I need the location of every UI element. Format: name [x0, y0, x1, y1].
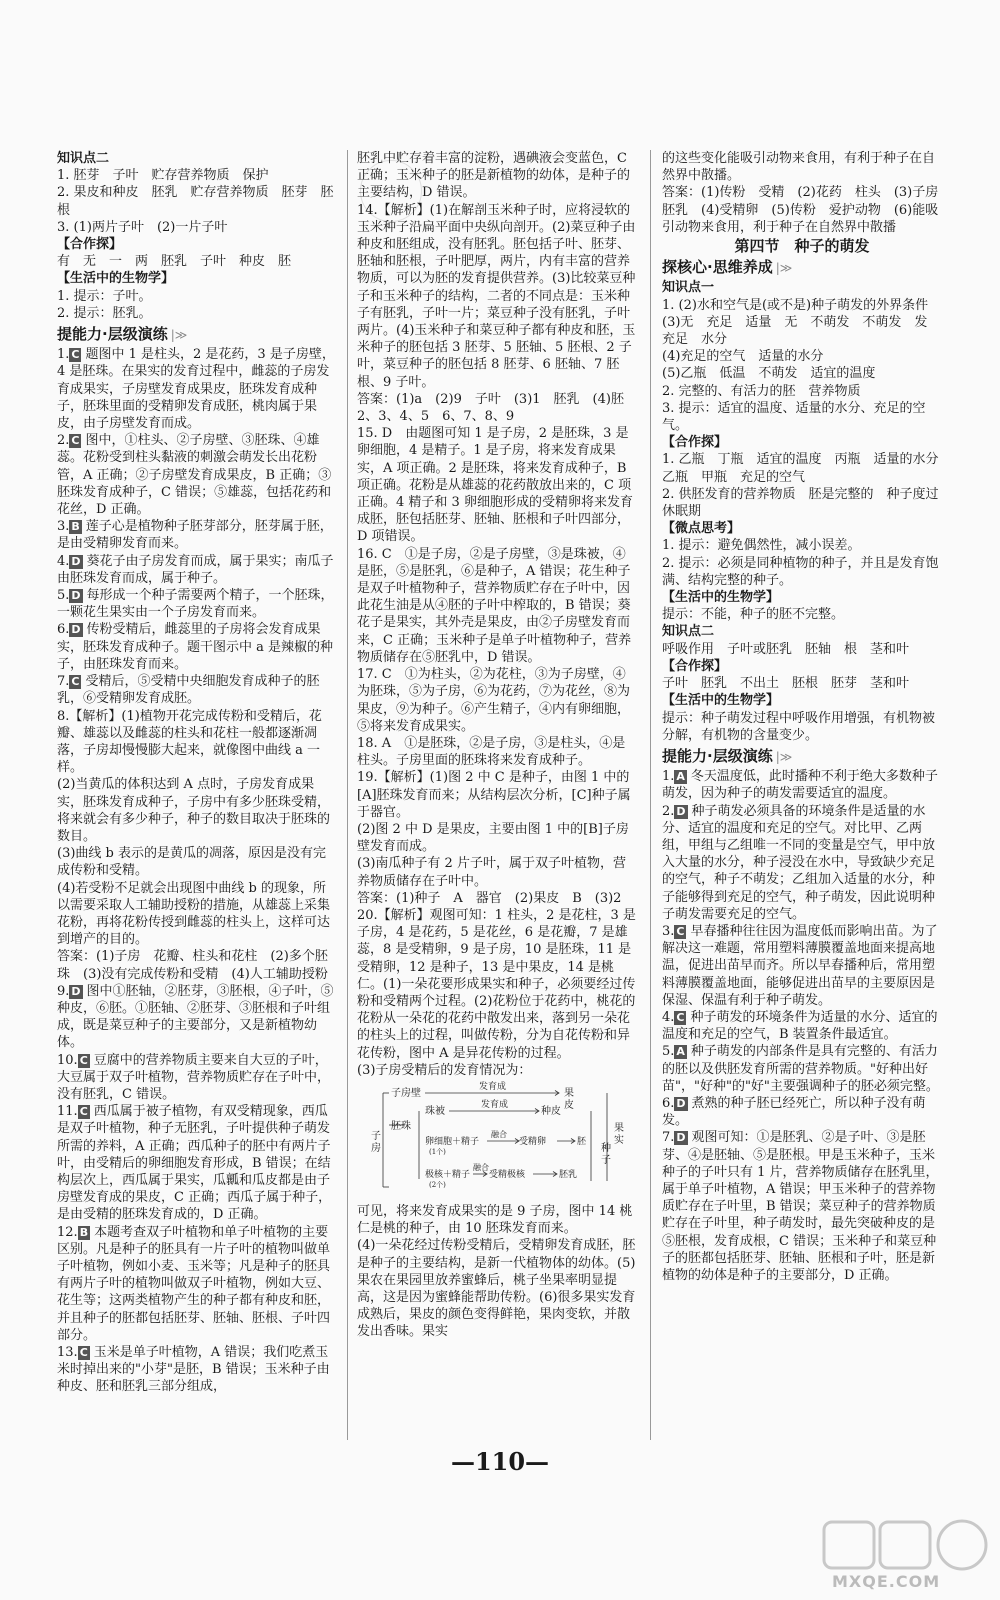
diagram-label: 子房: [371, 1130, 381, 1154]
fruit-development-diagram: [369, 1081, 629, 1201]
diagram-label: (2个): [429, 1180, 446, 1189]
text-line: 19.【解析】(1)图 2 中 C 是种子，由图 1 中的[A]胚珠发育而来；从结构层次分析，[C]种子属于器官。: [357, 770, 631, 820]
section-heading: 【微点思考】: [662, 521, 741, 537]
text-line: 15. D 由题图可知 1 是子房，2 是胚珠，3 是卵细胞，4 是精子。1 是子房，将来发育成果实，A 项正确。2 是胚珠，将来发育成种子，B 项正确。花粉是从雄蕊的花药散放出来的，C 项正确。4 精子和 3 卵细胞形成的受精卵将来发育成胚，胚包括胚芽、胚轴、胚根和子叶四部分，D 项错误。: [357, 426, 633, 545]
item-text: 种子萌发的内部条件是具有完整的、有活力的胚以及供胚发育所需的营养物质。"好种出好苗"，"好种"的"好"主要强调种子的胚必须完整。: [662, 1044, 939, 1094]
section-title-text: 提能力·层级演练: [662, 746, 773, 765]
text-line: 16. C ①是子房，②是子房壁，③是珠被，④是胚，⑤是胚乳，⑥是种子，A 错误；花生种子是双子叶植物种子，营养物质贮存在子叶中，因此花生油是从④胚的子叶中榨取的，B 错误；葵花子是果实，其外壳是果皮，由②子房壁发育而来，C 正确；玉米种子是单子叶植物种子，营养物质储存在⑤胚乳中，D 错误。: [357, 546, 632, 665]
diagram-label: 果皮: [564, 1087, 574, 1111]
section-title: [662, 748, 942, 766]
diagram-label: 种皮: [541, 1105, 561, 1117]
item-text: 观图可知：①是胚乳、②是子叶、③是胚芽、④是胚轴、⑤是胚根。甲是玉米种子，玉米种子的子叶只有 1 片，营养物质储存在胚乳里，属于单子叶植物，A 错误；甲玉米种子的营养物质贮存在子叶里，B 错误；菜豆种子的营养物质贮存在子叶里，种子萌发时，最先突破种皮的是⑤胚根，发育成根，C 错误；玉米种子和菜豆种子的胚都包括胚芽、胚轴、胚根和子叶，胚是新植物的幼体是种子的主要部分，D 正确。: [662, 1130, 939, 1283]
text-line: 3. (1)两片子叶 (2)一片子叶: [57, 219, 228, 235]
answer-item: [57, 432, 337, 518]
item-number: 1.: [662, 769, 675, 785]
item-number: 2.: [57, 433, 70, 449]
section-title: [662, 259, 942, 277]
answer-item: [57, 1052, 337, 1104]
diagram-label: 融合: [491, 1129, 507, 1139]
answer-badge: B: [79, 1225, 89, 1239]
item-text: 种子萌发的环境条件为适量的水分、适宜的温度和充足的空气，B 装置条件最适宜。: [662, 1009, 938, 1043]
text-line: 答案：(1)种子 A 器官 (2)果皮 B (3)2: [357, 890, 622, 906]
item-text: 受精后，⑤受精中央细胞发育成种子的胚乳，⑥受精卵发育成胚。: [57, 674, 320, 707]
text-line: (3)子房受精后的发育情况为：: [357, 1062, 532, 1078]
item-text: 早春播种往往因为温度低而影响出苗。为了解决这一难题，常用塑料薄膜覆盖地面来提高地温，促进出苗早而齐。所以早春播种后，常用塑料薄膜覆盖地面，能够促进出苗早的主要原因是保湿、保温有利于种子萌发。: [662, 923, 938, 1008]
item-text: 煮熟的种子胚已经死亡，所以种子没有萌发。: [662, 1095, 926, 1129]
answer-badge: D: [71, 623, 81, 637]
section-heading: 知识点二: [57, 151, 110, 166]
item-number: 7.: [662, 1130, 675, 1146]
diagram-label: 极核＋精子: [425, 1169, 471, 1180]
text-line: 18. A ①是胚珠，②是子房，③是柱头，④是柱头。子房里面的胚珠将来发育成种子。: [357, 735, 626, 769]
text-line: 可见，将来发育成果实的是 9 子房，图中 14 桃仁是桃的种子，由 10 胚珠发育而来。: [357, 1203, 633, 1237]
item-text: 玉米是单子叶植物，A 错误；我们吃煮玉米时掉出来的"小芽"是胚，B 错误；玉米种子由种皮、胚和胚乳三部分组成，: [57, 1345, 330, 1395]
answer-item: [57, 553, 337, 587]
answer-item: [662, 1095, 942, 1129]
column-right: [662, 150, 952, 1284]
item-number: 4.: [57, 553, 70, 569]
item-number: 7.: [57, 674, 70, 690]
diagram-label: 胚乳: [559, 1169, 578, 1180]
answer-badge: D: [71, 589, 81, 603]
answer-item: [57, 673, 337, 707]
item-number: 6.: [57, 622, 70, 638]
diagram-label: 卵细胞＋精子: [425, 1136, 480, 1147]
item-text: 西瓜属于被子植物，有双受精现象，西瓜是双子叶植物，种子无胚乳，子叶提供种子萌发所需的养料，A 正确；西瓜种子的胚中有两片子叶，由受精后的卵细胞发育形成，B 错误；在结构层次上，西瓜属于果实，瓜瓤和瓜皮都是由子房壁发育成的果皮，C 正确；西瓜子属于种子，是由受精的胚珠发育成的，D 正确。: [57, 1104, 332, 1223]
section-heading: 【生活中的生物学】: [662, 590, 780, 606]
text-line: 2. 提示：胚乳。: [57, 305, 152, 321]
text-line: 1. 提示：子叶。: [57, 288, 152, 304]
diagram-label: 融合: [473, 1162, 489, 1172]
answer-item: [57, 621, 337, 673]
chapter-title: 第四节 种子的萌发: [734, 237, 870, 256]
item-text: 豆腐中的营养物质主要来自大豆的子叶，大豆属于双子叶植物，营养物质贮存在子叶中，没有胚乳，C 错误。: [57, 1052, 331, 1102]
diagram-label: 胚珠: [391, 1120, 411, 1132]
answer-item: [662, 768, 942, 802]
text-line: 1. 胚芽 子叶 贮存营养物质 保护: [57, 168, 269, 184]
text-line: (5)乙瓶 低温 不萌发 适宜的温度: [662, 366, 876, 382]
text-line: (3)曲线 b 表示的是黄瓜的凋落，原因是没有完成传粉和受精。: [57, 846, 327, 879]
item-number: 3.: [57, 519, 70, 535]
text-line: (4)充足的空气 适量的水分: [662, 349, 824, 365]
column-middle: [357, 150, 637, 1341]
text-line: 的这些变化能吸引动物来食用，有利于种子在自然界中散播。: [662, 151, 936, 184]
answer-item: [662, 803, 942, 923]
item-number: 6.: [662, 1095, 675, 1111]
text-line: 答案：(1)子房 花瓣、柱头和花柱 (2)多个胚珠 (3)没有完成传粉和受精 (4)人工辅助授粉: [57, 949, 328, 982]
text-line: (3)南瓜种子有 2 片子叶，属于双子叶植物，营养物质储存在子叶中。: [357, 856, 626, 889]
section-heading: 【生活中的生物学】: [662, 693, 780, 709]
diagram-label: 受精卵: [519, 1136, 547, 1147]
answer-item: [662, 1129, 942, 1284]
text-line: 2. 完整的、有活力的胚 营养物质: [662, 383, 861, 399]
diagram-label: 发育成: [479, 1081, 507, 1092]
item-text: 每形成一个种子需要两个精子，一个胚珠，一颗花生果实由一个子房发育而来。: [57, 588, 334, 621]
answer-badge: D: [71, 984, 81, 998]
text-line: 3. 提示：适宜的温度、适量的水分、充足的空气。: [662, 400, 926, 434]
text-line: (4)一朵花经过传粉受精后，受精卵发育成胚，胚是种子的主要结构，是新一代植物体的幼体。(5)果农在果园里放养蜜蜂后，桃子坐果率明显提高，这是因为蜜蜂能帮助传粉。(6)很多果实发育成熟后，果皮的颜色变得鲜艳，果肉变软，并散发出香味。果实: [357, 1238, 636, 1340]
answer-item: [57, 1344, 337, 1396]
text-line: (4)若受粉不足就会出现图中曲线 b 的现象，所以需要采取人工辅助授粉的措施，从雄蕊上采集花粉，再将花粉传授到雌蕊的柱头上，这样可达到增产的目的。: [57, 880, 331, 948]
text-line: 2. 供胚发育的营养物质 胚是完整的 种子度过休眠期: [662, 486, 939, 520]
text-line: 1. 乙瓶 丁瓶 适宜的温度 丙瓶 适量的水分 乙瓶 甲瓶 充足的空气: [662, 452, 952, 485]
answer-badge: D: [71, 554, 81, 568]
answer-item: [57, 587, 337, 621]
section-heading: 【生活中的生物学】: [57, 271, 175, 287]
text-line: (2)图 2 中 D 是果皮，主要由图 1 中的[B]子房壁发育而成。: [357, 821, 629, 855]
section-heading: 【合作探】: [662, 435, 728, 451]
item-text: 莲子心是植物种子胚芽部分，胚芽属于胚，是由受精卵发育而来。: [57, 519, 333, 552]
text-line: 子叶 胚乳 不出土 胚根 胚芽 茎和叶: [662, 676, 910, 692]
item-text: 种子萌发必须具备的环境条件是适量的水分、适宜的温度和充足的空气。对比甲、乙两组，甲组与乙组唯一不同的变量是空气，甲中放入大量的水分，种子浸没在水中，导致缺少充足的空气，种子不萌发；乙组加入适量的水分，种子能够得到充足的空气，种子萌发，因此说明种子萌发需要充足的空气。: [662, 803, 936, 922]
answer-badge: C: [79, 1053, 88, 1067]
item-text: 题图中 1 是柱头，2 是花药，3 是子房壁，4 是胚珠。在果实的发育过程中，雌蕊的子房发育成果实，子房壁发育成果皮，胚珠发育成种子，胚珠里面的受精卵发育成胚，桃肉属于果皮，由子房壁发育而成。: [57, 347, 335, 432]
text-line: 胚乳中贮存着丰富的淀粉，遇碘液会变蓝色，C 正确；玉米种子的胚是新植物的幼体，是种子的主要结构，D 错误。: [357, 151, 631, 201]
diagram-label: 珠被: [425, 1105, 445, 1117]
answer-badge: D: [676, 1131, 686, 1145]
item-number: 3.: [662, 923, 675, 939]
item-number: 9.: [57, 983, 70, 999]
answer-item: [662, 923, 942, 1009]
text-line: 提示：种子萌发过程中呼吸作用增强，有机物被分解，有机物的含量变少。: [662, 710, 936, 743]
answer-badge: C: [79, 1346, 88, 1360]
text-line: 提示：不能，种子的胚不完整。: [662, 607, 845, 623]
text-line: 2. 提示：必须是同种植物的种子，并且是发育饱满、结构完整的种子。: [662, 555, 939, 588]
section-title-text: 提能力·层级演练: [57, 325, 168, 344]
answer-item: [57, 1224, 337, 1344]
text-line: (3)无 充足 适量 无 不萌发 不萌发 发 充足 水分: [662, 314, 941, 348]
text-line: 20.【解析】观图可知：1 柱头，2 是花柱，3 是子房，4 是花药，5 是花丝，6 是花瓣，7 是雄蕊，8 是受精卵，9 是子房，10 是胚珠，11 是受精卵，12 是种子，13 是中果皮，14 是桃仁。(1)一朵花要形成果实和种子，必须要经过传粉和受精两个过程。(2)花粉位于花药中，桃花的花粉从一朵花的花药中散发出来，落到另一朵花的柱头上的过程，叫做传粉，分为自花传粉和异花传粉，图中 A 是异花传粉的过程。: [357, 907, 636, 1061]
page-number: —110—: [450, 1447, 550, 1476]
text-line: 8.【解析】(1)植物开花完成传粉和受精后，花瓣、雄蕊以及雌蕊的柱头和花柱一般都逐渐凋落，子房却慢慢膨大起来，就像图中曲线 a 一样。: [57, 708, 322, 776]
diagram-label: (1个): [429, 1147, 446, 1156]
item-number: 1.: [57, 347, 70, 363]
diagram-label: 受精极核: [489, 1169, 526, 1180]
section-title-text: 探核心·思维养成: [662, 258, 773, 277]
diagram-label: 发育成: [481, 1099, 509, 1110]
section-heading: 知识点一: [662, 280, 715, 296]
diagram-label: 种子: [601, 1142, 611, 1166]
answer-badge: C: [79, 1105, 88, 1119]
answer-item: [57, 518, 337, 552]
diagram-label: 胚: [577, 1136, 587, 1147]
item-text: 冬天温度低，此时播种不利于绝大多数种子萌发，因为种子的萌发需要适宜的温度。: [662, 769, 938, 802]
item-number: 13.: [57, 1345, 78, 1361]
diagram-label: 果实: [614, 1122, 624, 1146]
answer-badge: B: [71, 520, 80, 534]
section-heading: 【合作探】: [662, 658, 728, 674]
text-line: 14.【解析】(1)在解剖玉米种子时，应将浸软的玉米种子沿扁平面中央纵向剖开。(2)菜豆种子由种皮和胚组成，没有胚乳。胚包括子叶、胚芽、胚轴和胚根，子叶肥厚，两片，内有丰富的营养物质，可以为胚的发育提供营养。(3)比较菜豆种子和玉米种子的结构，二者的不同点是：玉米种子有胚乳，子叶一片；菜豆种子没有胚乳，子叶两片。(4)玉米种子和菜豆种子都有种皮和胚，玉米种子的胚包括 3 胚芽、5 胚轴、5 胚根、2 子叶，菜豆种子的胚包括 8 胚芽、6 胚轴、7 胚根、9 子叶。: [357, 202, 636, 390]
text-line: 有 无 一 两 胚乳 子叶 种皮 胚: [57, 254, 292, 270]
column-divider: [650, 150, 651, 1440]
text-line: 答案：(1)传粉 受精 (2)花药 柱头 (3)子房 胚乳 (4)受精卵 (5)传粉 爱护动物 (6)能吸引动物来食用，利于种子在自然界中散播: [662, 185, 952, 235]
item-number: 4.: [662, 1009, 675, 1025]
section-arrow-icon: |≫: [775, 749, 793, 764]
item-text: 传粉受精后，雌蕊里的子房将会发育成果实，胚珠发育成种子。题干图示中 a 是辣椒的种子，由胚珠发育而来。: [57, 622, 334, 672]
answer-badge: D: [676, 1096, 686, 1110]
answer-item: [57, 983, 337, 1052]
section-arrow-icon: |≫: [775, 261, 793, 276]
answer-badge: C: [71, 434, 80, 448]
diagram-label: 子房壁: [391, 1087, 421, 1099]
answer-badge: A: [676, 770, 685, 784]
text-line: 1. (2)水和空气是(或不是)种子萌发的外界条件: [662, 297, 929, 313]
item-text: 葵花子由子房发育而成，属于果实；南瓜子由胚珠发育而成，属于种子。: [57, 553, 334, 586]
watermark-text: MXQE.COM: [832, 1572, 941, 1591]
section-arrow-icon: |≫: [170, 328, 188, 343]
text-line: 17. C ①为柱头，②为花柱，③为子房壁，④为胚珠，⑤为子房，⑥为花药，⑦为花丝，⑧为果皮，⑨为种子。⑥产生精子，④内有卵细胞，⑤将来发育成果实。: [357, 667, 631, 734]
text-line: 1. 提示：避免偶然性，减小误差。: [662, 538, 861, 554]
text-line: 答案：(1)a (2)9 子叶 (3)1 胚乳 (4)胚 2、3、4、5 6、7、8、9: [357, 391, 637, 425]
item-number: 10.: [57, 1052, 78, 1068]
answer-item: [662, 1009, 942, 1043]
item-text: 本题考查双子叶植物和单子叶植物的主要区别。凡是种子的胚具有一片子叶的植物叫做单子叶植物，例如小麦、玉米等；凡是种子的胚具有两片子叶的植物叫做双子叶植物，例如大豆、花生等；这两类植物产生的种子都有种皮和胚，并且种子的胚都包括胚芽、胚轴、胚根、子叶四部分。: [57, 1224, 331, 1343]
answer-item: [57, 1103, 337, 1223]
answer-badge: C: [676, 1010, 685, 1024]
answer-badge: C: [71, 348, 80, 362]
section-title: [57, 326, 337, 344]
answer-badge: D: [676, 804, 686, 818]
answer-badge: A: [676, 1045, 685, 1059]
item-number: 12.: [57, 1224, 78, 1240]
text-line: 呼吸作用 子叶或胚乳 胚轴 根 茎和叶: [662, 641, 910, 657]
answer-badge: C: [71, 675, 80, 689]
answer-badge: C: [676, 924, 685, 938]
item-text: 图中，①柱头、②子房壁、③胚珠、④雄蕊。花粉受到柱头黏液的刺激会萌发长出花粉管，A 正确；②子房壁发育成果皮，B 正确；③胚珠发育成种子，C 错误；⑤雄蕊，包括花药和花丝，D 正确。: [57, 433, 332, 518]
item-text: 图中①胚轴，②胚芽，③胚根，④子叶，⑤种皮，⑥胚。①胚轴、②胚芽、③胚根和子叶组成，既是菜豆种子的主要部分，又是新植物幼体。: [57, 983, 334, 1051]
column-left: [57, 150, 337, 1396]
text-line: 2. 果皮和种皮 胚乳 贮存营养物质 胚芽 胚根: [57, 185, 334, 218]
answer-item: [662, 1043, 942, 1095]
item-number: 2.: [662, 803, 675, 819]
answer-item: [57, 346, 337, 432]
section-heading: 知识点二: [662, 624, 715, 640]
item-number: 11.: [57, 1104, 78, 1120]
item-number: 5.: [57, 588, 70, 604]
section-heading: 【合作探】: [57, 237, 123, 253]
item-number: 5.: [662, 1044, 675, 1060]
text-line: (2)当黄瓜的体积达到 A 点时，子房发育成果实，胚珠发育成种子，子房中有多少胚珠受精，将来就会有多少种子，种子的数目取决于胚珠的数目。: [57, 777, 331, 844]
column-divider: [347, 150, 348, 1440]
